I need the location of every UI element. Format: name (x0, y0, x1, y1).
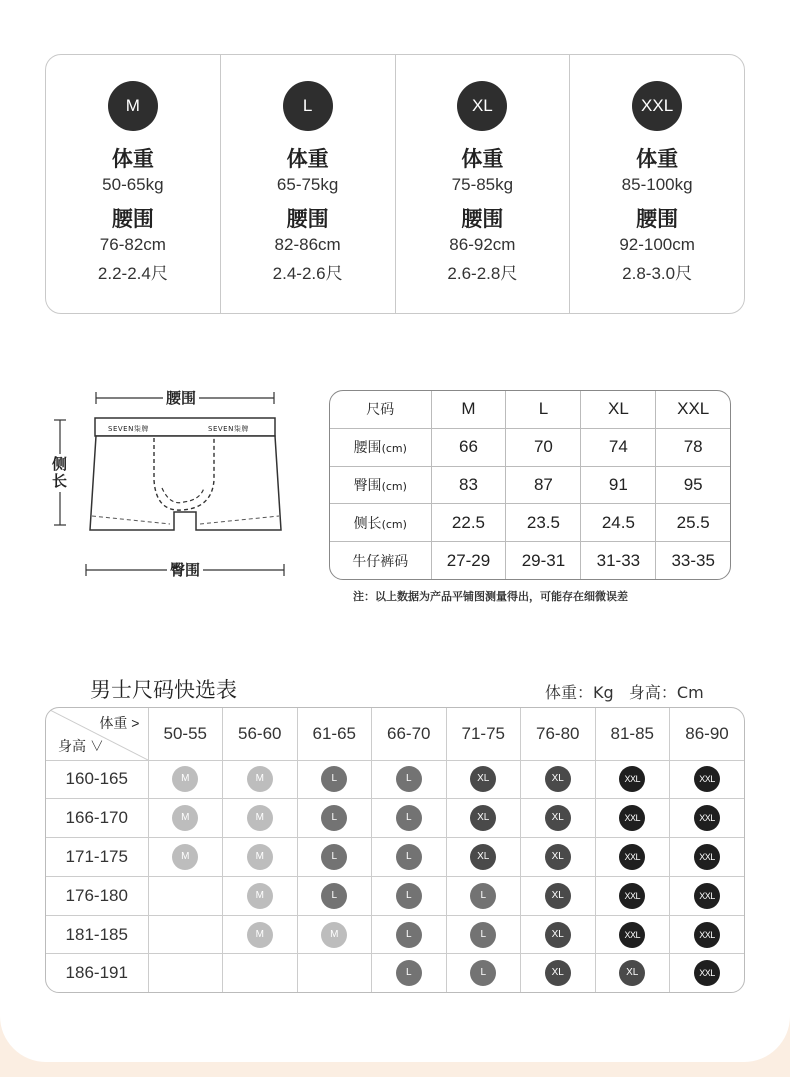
underwear-outline-icon (50, 380, 300, 590)
table-cell: 83 (431, 466, 506, 504)
weight-header-cell: 81-85 (595, 708, 670, 760)
size-cell (521, 954, 596, 992)
weight-value: 50-65kg (102, 175, 164, 194)
size-cell (521, 915, 596, 954)
size-cell (148, 799, 223, 838)
weight-header-cell: 50-55 (148, 708, 223, 760)
quick-select-title: 男士尺码快选表 (90, 678, 237, 702)
height-axis-label: 身高 ∨ (58, 738, 104, 754)
table-cell: 24.5 (581, 504, 656, 542)
table-header-cell: 尺码 (330, 391, 431, 428)
table-cell: 66 (431, 428, 506, 466)
size-dot-xxl: XXL (694, 844, 720, 870)
waist-label: 腰围 (636, 207, 679, 231)
waist-cm-value: 76-82cm (99, 235, 166, 254)
size-cell (446, 838, 521, 877)
row-label-text: 侧长 (353, 515, 382, 532)
size-cell (595, 954, 670, 992)
underwear-diagram (50, 380, 300, 590)
size-cell (670, 876, 745, 915)
table-cell: 78 (656, 428, 730, 466)
table-cell: 87 (506, 466, 581, 504)
size-dot-xl: XL (470, 844, 496, 870)
size-cell (595, 760, 670, 799)
size-dot-l: L (470, 960, 496, 986)
size-cell (446, 876, 521, 915)
size-cell (595, 915, 670, 954)
weight-header-cell: 86-90 (670, 708, 745, 760)
size-cell (670, 954, 745, 992)
row-label (330, 504, 431, 542)
size-card-l (221, 55, 396, 313)
size-dot-xl: XL (619, 960, 645, 986)
size-dot-xl: XL (545, 883, 571, 909)
brand-logo: SEVEN柒牌 (108, 425, 149, 433)
size-dot-l: L (396, 960, 422, 986)
waist-cm-value: 82-86cm (274, 235, 341, 254)
table-row (330, 428, 730, 466)
size-dot-l: L (321, 766, 347, 792)
size-dot-m: M (247, 844, 273, 870)
size-cell (670, 915, 745, 954)
size-cell (670, 838, 745, 877)
size-dot-xl: XL (545, 766, 571, 792)
height-cell: 166-170 (46, 799, 148, 838)
waist-cm-value: 92-100cm (619, 235, 695, 254)
size-cell (297, 954, 372, 992)
size-cell (148, 876, 223, 915)
size-cell (148, 760, 223, 799)
table-row (46, 838, 744, 877)
size-card-xxl (570, 55, 744, 313)
table-header-row (330, 391, 730, 428)
size-dot-l: L (396, 805, 422, 831)
waist-label: 腰围 (111, 207, 154, 231)
table-row (46, 876, 744, 915)
table-cell: 25.5 (656, 504, 730, 542)
table-cell: 70 (506, 428, 581, 466)
size-dot-xxl: XXL (694, 922, 720, 948)
size-cell (297, 915, 372, 954)
size-dot-xxl: XXL (619, 844, 645, 870)
table-row (46, 954, 744, 992)
size-cell (670, 799, 745, 838)
size-dot-l: L (396, 883, 422, 909)
size-cell (446, 915, 521, 954)
size-dot-xl: XL (545, 960, 571, 986)
size-cell (521, 799, 596, 838)
table-cell: 91 (581, 466, 656, 504)
size-cell (223, 954, 298, 992)
height-cell: 181-185 (46, 915, 148, 954)
table-cell: 74 (581, 428, 656, 466)
size-dot-m: M (247, 883, 273, 909)
size-dot-l: L (321, 805, 347, 831)
size-dot-m: M (247, 805, 273, 831)
size-dot-l: L (321, 883, 347, 909)
size-dot-xxl: XXL (619, 766, 645, 792)
size-dot-m: M (172, 844, 198, 870)
size-dot-xl: XL (545, 922, 571, 948)
side-length-label: 侧长 (52, 455, 68, 490)
waist-label: 腰围 (461, 207, 504, 231)
size-cell (595, 838, 670, 877)
weight-header-cell: 56-60 (223, 708, 298, 760)
table-row (330, 466, 730, 504)
size-dot-xxl: XXL (619, 805, 645, 831)
table-cell: 23.5 (506, 504, 581, 542)
waist-chi-value: 2.2-2.4尺 (97, 264, 168, 283)
size-cell (148, 838, 223, 877)
size-badge: XXL (632, 81, 682, 131)
size-dot-m: M (172, 805, 198, 831)
table-cell: 33-35 (671, 550, 715, 570)
size-dot-xl: XL (470, 766, 496, 792)
size-cell (446, 760, 521, 799)
row-label-text: 腰围 (353, 440, 382, 457)
quick-select-table (45, 707, 745, 993)
row-label (330, 466, 431, 504)
size-dot-xxl: XXL (694, 883, 720, 909)
size-dot-xl: XL (545, 805, 571, 831)
brand-logo: SEVEN柒牌 (208, 425, 249, 433)
weight-header-cell: 76-80 (521, 708, 596, 760)
size-card-m (46, 55, 221, 313)
height-cell: 171-175 (46, 838, 148, 877)
waist-chi-value: 2.6-2.8尺 (447, 264, 518, 283)
size-dot-l: L (470, 922, 496, 948)
weight-value: 85-100kg (621, 175, 693, 194)
row-label: 牛仔裤码 (330, 542, 431, 579)
table-header-cell: L (506, 391, 581, 428)
size-dot-l: L (470, 883, 496, 909)
table-cell: 27-29 (431, 542, 506, 579)
unit-label: (cm) (381, 517, 407, 531)
table-header-cell: XXL (656, 391, 730, 428)
size-cell (595, 876, 670, 915)
size-cell (372, 876, 447, 915)
size-cell (521, 760, 596, 799)
table-header-cell: M (431, 391, 506, 428)
size-dot-l: L (396, 766, 422, 792)
unit-label: (cm) (381, 442, 407, 456)
size-dot-xxl: XXL (619, 922, 645, 948)
size-cell (297, 876, 372, 915)
height-cell: 176-180 (46, 876, 148, 915)
size-card-xl (396, 55, 571, 313)
size-cell (372, 799, 447, 838)
size-cell (297, 838, 372, 877)
hip-dimension-label: 臀围 (167, 561, 203, 579)
unit-label: (cm) (381, 479, 407, 493)
weight-axis-label: 体重 > (99, 715, 140, 731)
size-cell (223, 838, 298, 877)
weight-header-cell: 66-70 (372, 708, 447, 760)
size-dot-xxl: XXL (694, 805, 720, 831)
measurement-note: 注：以上数据为产品平铺图测量得出，可能存在细微误差 (353, 590, 628, 603)
table-row (330, 542, 730, 579)
size-dot-m: M (247, 922, 273, 948)
size-cell (372, 915, 447, 954)
size-cell (521, 838, 596, 877)
size-dot-m: M (321, 922, 347, 948)
size-dot-xxl: XXL (694, 766, 720, 792)
size-cell (372, 760, 447, 799)
waist-chi-value: 2.4-2.6尺 (272, 264, 343, 283)
waist-chi-value: 2.8-3.0尺 (622, 264, 693, 283)
corner-cell (46, 708, 148, 760)
size-cell (223, 876, 298, 915)
size-dot-xl: XL (545, 844, 571, 870)
table-row (46, 760, 744, 799)
weight-value: 65-75kg (276, 175, 339, 194)
size-dot-l: L (396, 844, 422, 870)
size-cell (521, 876, 596, 915)
size-badge: L (283, 81, 333, 131)
measurement-table (329, 390, 731, 580)
weight-label: 体重 (111, 147, 154, 171)
size-cell (148, 915, 223, 954)
size-cell (372, 954, 447, 992)
size-cell (595, 799, 670, 838)
waist-dimension-label: 腰围 (163, 389, 199, 407)
weight-label: 体重 (636, 147, 679, 171)
size-cell (223, 760, 298, 799)
weight-header-cell: 61-65 (297, 708, 372, 760)
size-cell (372, 838, 447, 877)
size-badge: XL (457, 81, 507, 131)
size-cell (148, 954, 223, 992)
size-dot-xl: XL (470, 805, 496, 831)
row-label-text: 臀围 (353, 477, 382, 494)
table-cell: 22.5 (431, 504, 506, 542)
weight-label: 体重 (286, 147, 329, 171)
weight-header-cell: 71-75 (446, 708, 521, 760)
size-badge: M (108, 81, 158, 131)
weight-label: 体重 (461, 147, 504, 171)
waist-label: 腰围 (286, 207, 329, 231)
size-cards (45, 54, 745, 314)
size-cell (446, 799, 521, 838)
table-header-row (46, 708, 744, 760)
weight-value: 75-85kg (451, 175, 514, 194)
row-label (330, 428, 431, 466)
table-row (330, 504, 730, 542)
size-cell (223, 915, 298, 954)
size-dot-xxl: XXL (619, 883, 645, 909)
size-cell (297, 760, 372, 799)
table-row (46, 799, 744, 838)
table-row (46, 915, 744, 954)
waist-cm-value: 86-92cm (449, 235, 516, 254)
quick-select-units: 体重：Kg 身高：Cm (545, 683, 704, 702)
size-dot-m: M (172, 766, 198, 792)
size-dot-m: M (247, 766, 273, 792)
size-dot-xxl: XXL (694, 960, 720, 986)
height-cell: 160-165 (46, 760, 148, 799)
size-cell (223, 799, 298, 838)
table-cell: 31-33 (581, 542, 656, 579)
size-dot-l: L (321, 844, 347, 870)
size-cell (670, 760, 745, 799)
size-cell (446, 954, 521, 992)
size-cell (297, 799, 372, 838)
table-cell: 95 (656, 466, 730, 504)
table-cell: 29-31 (506, 542, 581, 579)
table-header-cell: XL (581, 391, 656, 428)
height-cell: 186-191 (46, 954, 148, 992)
size-dot-l: L (396, 922, 422, 948)
